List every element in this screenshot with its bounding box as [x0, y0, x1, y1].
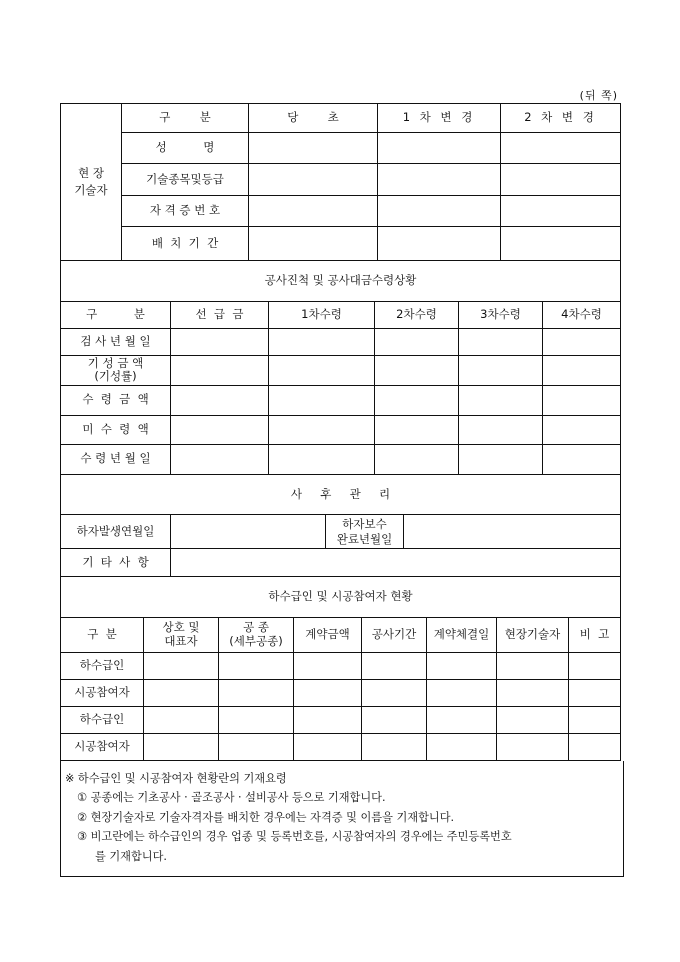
progress-cell[interactable] [459, 355, 543, 385]
progress-row-inspection-date: 검 사 년 월 일 [61, 328, 171, 355]
tech-cell[interactable] [378, 164, 501, 196]
tech-cell[interactable] [249, 133, 378, 164]
tech-header-change2: 2 차 변 경 [501, 104, 621, 133]
sub-cell[interactable] [219, 679, 294, 706]
subcontract-table [60, 577, 621, 761]
progress-cell[interactable] [459, 385, 543, 415]
progress-cell[interactable] [269, 415, 375, 444]
instruction-item-1: ① 공종에는 기초공사 · 골조공사 · 설비공사 등으로 기재합니다. [77, 791, 386, 804]
aftercare-table [60, 475, 621, 578]
progress-header-advance: 선 급 금 [171, 301, 269, 328]
form-frame [60, 103, 620, 877]
progress-row-receipt-date: 수 령 년 월 일 [61, 444, 171, 474]
tech-cell[interactable] [501, 227, 621, 261]
sub-header-category: 구 분 [61, 617, 144, 652]
progress-header-receipt4: 4차수령 [543, 301, 621, 328]
sub-cell[interactable] [569, 679, 621, 706]
sub-cell[interactable] [362, 706, 427, 733]
sub-header-site-engineer: 현장기술자 [497, 617, 569, 652]
progress-cell[interactable] [375, 328, 459, 355]
sub-cell[interactable] [497, 733, 569, 760]
tech-cell[interactable] [378, 133, 501, 164]
progress-header-receipt1: 1차수령 [269, 301, 375, 328]
tech-row-name: 성 명 [122, 133, 249, 164]
other-notes-label: 기 타 사 항 [61, 549, 171, 577]
tech-cell[interactable] [249, 164, 378, 196]
instructions-title: ※ 하수급인 및 시공참여자 현황란의 기재요령 [65, 771, 287, 785]
technician-group-label: 현 장 기술자 [61, 104, 122, 261]
progress-cell[interactable] [269, 444, 375, 474]
progress-cell[interactable] [269, 328, 375, 355]
tech-row-license-number: 자 격 증 번 호 [122, 196, 249, 227]
instruction-item-3-continued: 를 기재합니다. [95, 849, 167, 863]
sub-row-subcontractor: 하수급인 [61, 706, 144, 733]
page-side-label: (뒤 쪽) [579, 89, 618, 102]
sub-cell[interactable] [144, 733, 219, 760]
defect-repair-completion-label: 하자보수 완료년월일 [326, 515, 404, 549]
sub-cell[interactable] [294, 733, 362, 760]
progress-section-title: 공사진척 및 공사대금수령상황 [61, 261, 621, 301]
progress-header-receipt3: 3차수령 [459, 301, 543, 328]
aftercare-section-title: 사 후 관 리 [61, 475, 621, 515]
tech-row-field-grade: 기술종목및등급 [122, 164, 249, 196]
sub-cell[interactable] [294, 706, 362, 733]
progress-cell[interactable] [543, 385, 621, 415]
tech-header-category: 구 분 [122, 104, 249, 133]
technician-table [60, 103, 621, 261]
progress-cell[interactable] [269, 355, 375, 385]
sub-cell[interactable] [362, 679, 427, 706]
tech-cell[interactable] [501, 133, 621, 164]
sub-cell[interactable] [294, 652, 362, 679]
progress-cell[interactable] [375, 355, 459, 385]
tech-row-assignment-period: 배 치 기 간 [122, 227, 249, 261]
progress-cell[interactable] [171, 444, 269, 474]
tech-cell[interactable] [501, 196, 621, 227]
tech-header-change1: 1 차 변 경 [378, 104, 501, 133]
sub-cell[interactable] [144, 652, 219, 679]
sub-cell[interactable] [497, 706, 569, 733]
sub-row-participant: 시공참여자 [61, 679, 144, 706]
sub-cell[interactable] [219, 652, 294, 679]
progress-header-receipt2: 2차수령 [375, 301, 459, 328]
sub-cell[interactable] [497, 652, 569, 679]
progress-cell[interactable] [543, 444, 621, 474]
sub-row-subcontractor: 하수급인 [61, 652, 144, 679]
sub-cell[interactable] [427, 733, 497, 760]
sub-header-construction-period: 공사기간 [362, 617, 427, 652]
progress-cell[interactable] [459, 444, 543, 474]
tech-cell[interactable] [249, 227, 378, 261]
progress-cell[interactable] [171, 385, 269, 415]
progress-cell[interactable] [543, 328, 621, 355]
progress-cell[interactable] [543, 355, 621, 385]
progress-cell[interactable] [543, 415, 621, 444]
progress-header-category: 구 분 [61, 301, 171, 328]
instructions-box [60, 761, 624, 878]
sub-cell[interactable] [294, 679, 362, 706]
sub-cell[interactable] [569, 706, 621, 733]
instruction-item-3: ③ 비고란에는 하수급인의 경우 업종 및 등록번호를, 시공참여자의 경우에는 주민등록번호 [77, 830, 512, 843]
sub-cell[interactable] [427, 706, 497, 733]
other-notes-value[interactable] [171, 549, 621, 577]
progress-cell[interactable] [459, 328, 543, 355]
sub-cell[interactable] [427, 679, 497, 706]
progress-cell[interactable] [171, 415, 269, 444]
sub-cell[interactable] [362, 652, 427, 679]
progress-cell[interactable] [375, 444, 459, 474]
sub-cell[interactable] [362, 733, 427, 760]
sub-header-remarks: 비 고 [569, 617, 621, 652]
sub-header-work-type: 공 종 (세부공종) [219, 617, 294, 652]
progress-cell[interactable] [269, 385, 375, 415]
tech-cell[interactable] [378, 227, 501, 261]
sub-cell[interactable] [144, 679, 219, 706]
sub-header-contract-amount: 계약금액 [294, 617, 362, 652]
sub-cell[interactable] [427, 652, 497, 679]
progress-row-progress-amount: 기 성 금 액 (기성률) [61, 355, 171, 385]
progress-cell[interactable] [375, 385, 459, 415]
progress-row-received-amount: 수 령 금 액 [61, 385, 171, 415]
progress-cell[interactable] [375, 415, 459, 444]
defect-occurrence-date-label: 하자발생연월일 [61, 515, 171, 549]
sub-header-company-rep: 상호 및 대표자 [144, 617, 219, 652]
progress-cell[interactable] [171, 328, 269, 355]
sub-cell[interactable] [219, 706, 294, 733]
progress-cell[interactable] [459, 415, 543, 444]
sub-cell[interactable] [569, 733, 621, 760]
subcontract-section-title: 하수급인 및 시공참여자 현황 [61, 577, 621, 617]
instruction-item-2: ② 현장기술자로 기술자격자를 배치한 경우에는 자격증 및 이름을 기재합니다. [77, 810, 455, 824]
sub-header-contract-date: 계약체결일 [427, 617, 497, 652]
sub-row-participant: 시공참여자 [61, 733, 144, 760]
defect-occurrence-date-value[interactable] [171, 515, 326, 549]
tech-cell[interactable] [378, 196, 501, 227]
progress-row-outstanding-amount: 미 수 령 액 [61, 415, 171, 444]
progress-table [60, 261, 621, 475]
sub-cell[interactable] [144, 706, 219, 733]
tech-cell[interactable] [249, 196, 378, 227]
sub-cell[interactable] [219, 733, 294, 760]
tech-header-original: 당 초 [249, 104, 378, 133]
progress-cell[interactable] [171, 355, 269, 385]
tech-cell[interactable] [501, 164, 621, 196]
sub-cell[interactable] [497, 679, 569, 706]
sub-cell[interactable] [569, 652, 621, 679]
defect-repair-completion-value[interactable] [404, 515, 621, 549]
